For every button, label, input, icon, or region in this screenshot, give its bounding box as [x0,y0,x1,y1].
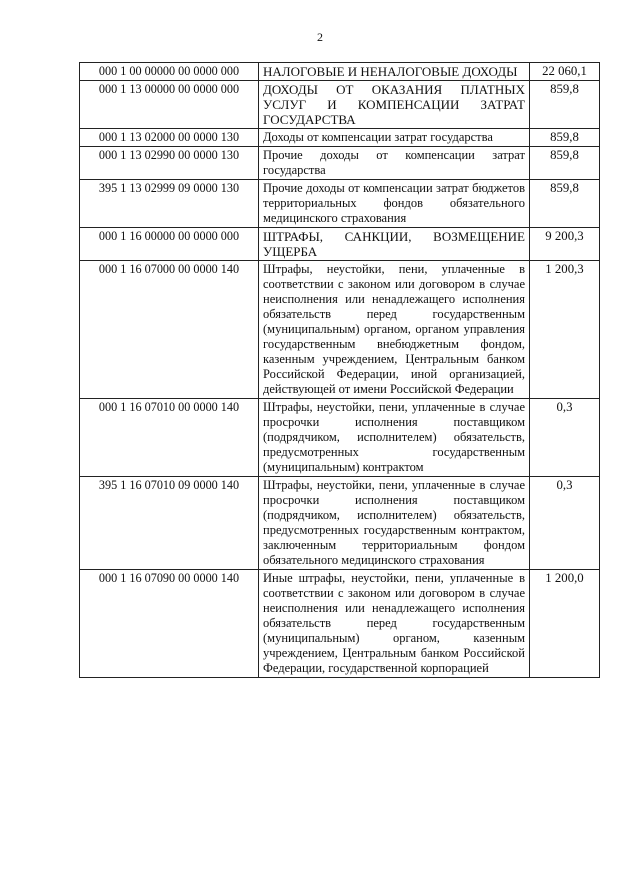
table-body [80,63,600,678]
revenue-code: 000 1 16 07010 00 0000 140 [80,399,259,477]
revenue-name: НАЛОГОВЫЕ И НЕНАЛОГОВЫЕ ДОХОДЫ [259,63,530,81]
revenue-amount: 1 200,0 [530,570,600,678]
budget-revenue-table [79,62,600,678]
revenue-amount: 859,8 [530,147,600,180]
page-number: 2 [317,30,323,44]
table-row [80,228,600,261]
revenue-amount: 859,8 [530,81,600,129]
revenue-code: 000 1 16 07090 00 0000 140 [80,570,259,678]
revenue-name: Прочие доходы от компенсации затрат бюджетов территориальных фондов обязательного медицинского страхования [259,180,530,228]
revenue-name: Штрафы, неустойки, пени, уплаченные в случае просрочки исполнения поставщиком (подрядчиком, исполнителем) обязательств, предусмотренных государственным (муниципальным) контрактом [259,399,530,477]
revenue-name: Иные штрафы, неустойки, пени, уплаченные в соответствии с законом или договором в случае неисполнения или ненадлежащего исполнения обязательств перед государственным (муниципальным) органом, казенным учреждением, Центральным банком Российской Федерации, государственной корпорацией [259,570,530,678]
revenue-name: Доходы от компенсации затрат государства [259,129,530,147]
table-row [80,399,600,477]
revenue-name: Штрафы, неустойки, пени, уплаченные в случае просрочки исполнения поставщиком (подрядчиком, исполнителем) обязательств, предусмотренных государственным контрактом, заключенным территориальным фондом обязательного медицинского страхования [259,477,530,570]
revenue-code: 000 1 16 00000 00 0000 000 [80,228,259,261]
revenue-amount: 0,3 [530,477,600,570]
table-row [80,570,600,678]
revenue-code: 000 1 16 07000 00 0000 140 [80,261,259,399]
revenue-code: 000 1 13 00000 00 0000 000 [80,81,259,129]
revenue-name: ШТРАФЫ, САНКЦИИ, ВОЗМЕЩЕНИЕ УЩЕРБА [259,228,530,261]
table-row [80,147,600,180]
revenue-name: Прочие доходы от компенсации затрат государства [259,147,530,180]
revenue-name: Штрафы, неустойки, пени, уплаченные в соответствии с законом или договором в случае неисполнения или ненадлежащего исполнения обязательств перед государственным (муниципальным) органом, органом управления государственным внебюджетным фондом, казенным учреждением, Центральным банком Российской Федерации, иной организацией, действующей от имени Российской Федерации [259,261,530,399]
table-row [80,129,600,147]
revenue-code: 395 1 13 02999 09 0000 130 [80,180,259,228]
table-row [80,180,600,228]
revenue-amount: 22 060,1 [530,63,600,81]
revenue-amount: 859,8 [530,180,600,228]
revenue-code: 395 1 16 07010 09 0000 140 [80,477,259,570]
revenue-code: 000 1 00 00000 00 0000 000 [80,63,259,81]
revenue-code: 000 1 13 02990 00 0000 130 [80,147,259,180]
revenue-code: 000 1 13 02000 00 0000 130 [80,129,259,147]
revenue-amount: 859,8 [530,129,600,147]
revenue-amount: 9 200,3 [530,228,600,261]
revenue-amount: 0,3 [530,399,600,477]
revenue-amount: 1 200,3 [530,261,600,399]
revenue-name: ДОХОДЫ ОТ ОКАЗАНИЯ ПЛАТНЫХ УСЛУГ И КОМПЕНСАЦИИ ЗАТРАТ ГОСУДАРСТВА [259,81,530,129]
table-row [80,81,600,129]
table-row [80,477,600,570]
table-row [80,261,600,399]
table-row [80,63,600,81]
